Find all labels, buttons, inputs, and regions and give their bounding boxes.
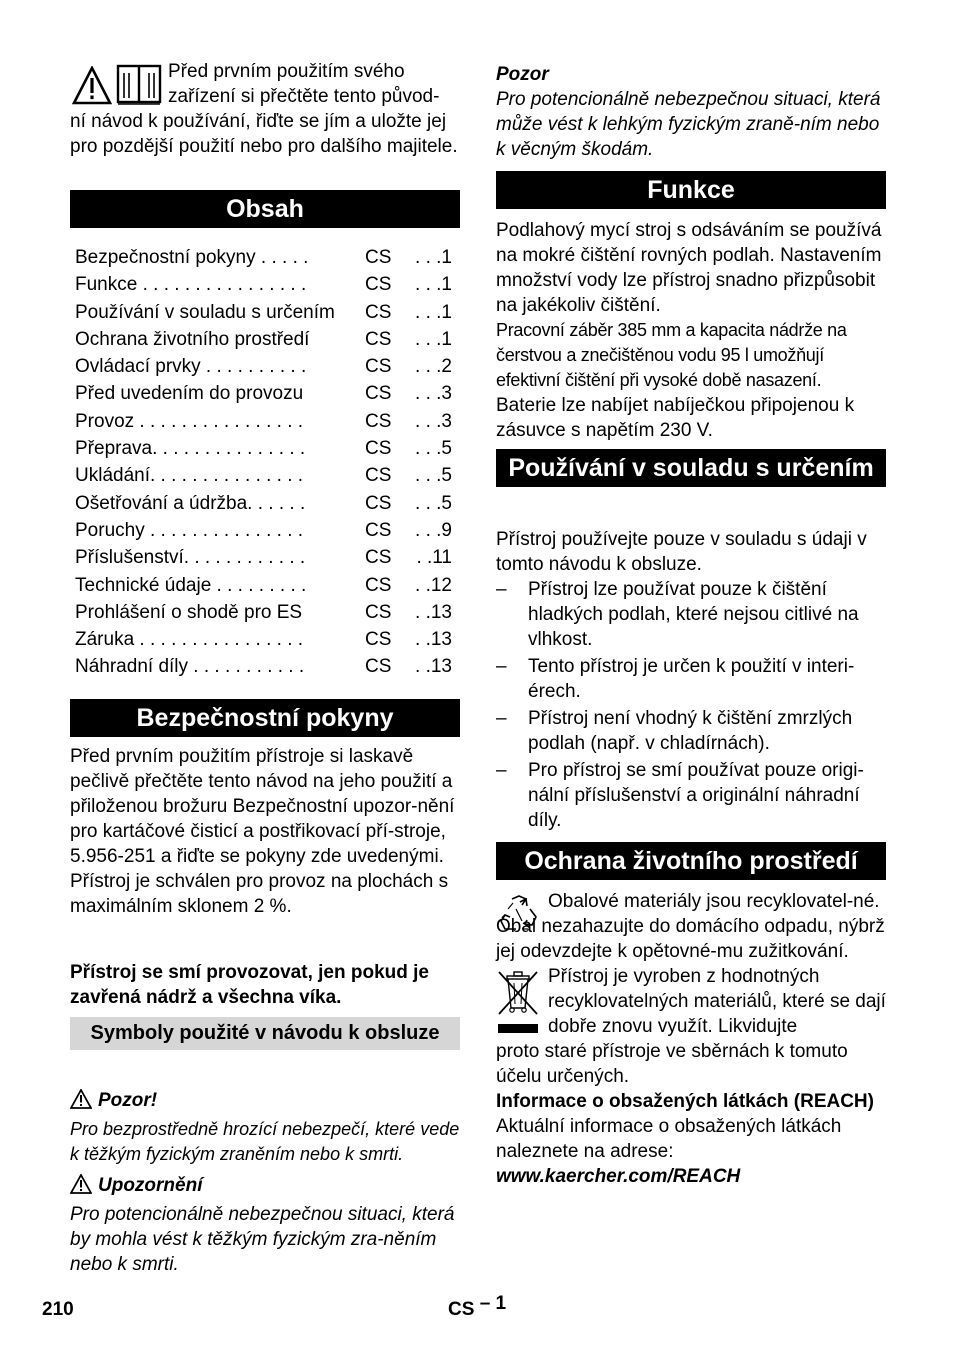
toc-entry-lang: CS	[365, 519, 392, 541]
toc-entry-name: Funkce . . . . . . . . . . . . . . . .	[75, 274, 307, 296]
function-paragraph-2: Pracovní záběr 385 mm a kapacita nádrže na čerstvou a znečištěnou vodu 95 l umožňují efektivní čištění při vysoké době nasazení.	[496, 320, 847, 390]
toc-entry-name: Ošetřování a údržba. . . . . .	[75, 492, 306, 514]
toc-entry-lang: CS	[365, 301, 392, 323]
danger-label: Pozor!	[98, 1090, 158, 1111]
list-item-text: Přístroj není vhodný k čištění zmrzlých podlah (např. v chladírnách).	[528, 708, 853, 754]
toc-entry-name: Náhradní díly . . . . . . . . . . .	[75, 656, 305, 678]
caution-label: Pozor	[496, 64, 549, 85]
intro-text-first: Před prvním použitím svého	[168, 61, 405, 82]
toc-entry-page: . .11	[416, 547, 452, 569]
toc-entry-name: Před uvedením do provozu	[75, 383, 304, 405]
caution-text: Pro potencionálně nebezpečnou situaci, která může vést k lehkým fyzickým zraně-ním nebo k věcným škodám.	[496, 89, 881, 160]
reach-title: Informace o obsažených látkách (REACH)	[496, 1091, 874, 1112]
toc-row[interactable]	[75, 626, 460, 653]
intended-use-intro: Přístroj používejte pouze v souladu s údaji v tomto návodu k obsluze.	[496, 529, 867, 575]
toc-entry-name: Prohlášení o shodě pro ES	[75, 601, 303, 623]
toc-entry-lang: CS	[365, 465, 392, 487]
toc-row[interactable]	[75, 244, 460, 271]
toc-entry-lang: CS	[365, 629, 392, 651]
toc-row[interactable]	[75, 462, 460, 489]
toc-entry-page: . . .9	[415, 519, 452, 541]
danger-triangle-icon	[70, 1089, 92, 1109]
toc-entry-page: . . .1	[415, 301, 452, 323]
toc-entry-lang: CS	[365, 438, 392, 460]
footer-local-page: – 1	[479, 1293, 507, 1314]
toc-entry-lang: CS	[365, 547, 392, 569]
toc-entry-lang: CS	[365, 574, 392, 596]
danger-block	[70, 1088, 460, 1167]
toc-entry-lang: CS	[365, 247, 392, 268]
toc-entry-page: . .13	[415, 656, 452, 678]
toc-entry-page: . .13	[415, 629, 452, 651]
toc-entry-page: . . .1	[415, 328, 452, 350]
reach-link[interactable]: www.kaercher.com/REACH	[496, 1166, 741, 1187]
toc-entry-lang: CS	[365, 656, 392, 678]
toc-entry-page: . .12	[415, 574, 452, 596]
caution-block	[496, 62, 886, 162]
warning-block	[70, 1173, 460, 1277]
toc-entry-page: . . .1	[415, 274, 452, 296]
weee-block	[496, 964, 886, 1089]
function-paragraph-3: Baterie lze nabíjet nabíječkou připojenou k zásuvce s napětím 230 V.	[496, 395, 855, 441]
toc-entry-name: Technické údaje . . . . . . . . .	[75, 574, 307, 596]
toc-row[interactable]	[75, 408, 460, 435]
environment-body	[496, 889, 886, 1189]
toc-entry-lang: CS	[365, 601, 392, 623]
toc-title: Obsah	[70, 190, 460, 228]
warning-text: Pro potencionálně nebezpečnou situaci, která by mohla vést k těžkým fyzickým zra-něním nebo k smrti.	[70, 1204, 455, 1275]
toc-row[interactable]	[75, 299, 460, 326]
toc-row[interactable]	[75, 380, 460, 407]
toc-entry-lang: CS	[365, 410, 392, 432]
toc-entry-page: . . .3	[415, 383, 452, 405]
environment-title: Ochrana životního prostředí	[496, 842, 886, 880]
function-title: Funkce	[496, 171, 886, 209]
intro-text-rest: ní návod k používání, řiďte se jím a uložte jej pro pozdější použití nebo pro dalšího majitele.	[70, 111, 458, 157]
toc-entry-page: . . .5	[415, 465, 452, 487]
list-dash: –	[496, 760, 507, 781]
toc-row[interactable]	[75, 572, 460, 599]
toc-entry-name: Ukládání. . . . . . . . . . . . . . .	[75, 465, 304, 487]
weee-text-first: Přístroj je vyroben z hodnotných recyklovatelných materiálů, které se dají dobře znovu využít. Likvidujte	[548, 966, 886, 1037]
toc-row[interactable]	[75, 544, 460, 571]
toc-entry-lang: CS	[365, 274, 392, 296]
list-item-text: Tento přístroj je určen k použití v interi-érech.	[528, 656, 855, 702]
toc-row[interactable]	[75, 517, 460, 544]
toc-entry-page: . . .5	[415, 492, 452, 514]
toc-entry-name: Záruka . . . . . . . . . . . . . . . .	[75, 629, 304, 651]
intended-use-list	[496, 577, 886, 833]
danger-text: Pro bezprostředně hrozící nebezpečí, které vede k těžkým fyzickým zraněním nebo k smrti.	[70, 1119, 460, 1164]
toc-entry-name: Provoz . . . . . . . . . . . . . . . .	[75, 410, 304, 432]
warning-small-triangle-icon	[70, 1174, 92, 1194]
function-body	[496, 218, 886, 443]
toc-entry-name: Příslušenství. . . . . . . . . . . .	[75, 547, 306, 569]
symbols-title: Symboly použité v návodu k obsluze	[70, 1017, 460, 1050]
recycle-block	[496, 889, 886, 964]
list-dash: –	[496, 708, 507, 729]
intro-icons	[72, 63, 166, 109]
toc-entry-name: Bezpečnostní pokyny . . . . .	[75, 247, 309, 268]
toc-entry-page: . .13	[415, 601, 452, 623]
safety-paragraph-3: Přístroj se smí provozovat, jen pokud je zavřená nádrž a všechna víka.	[70, 962, 429, 1008]
list-item-text: Přístroj lze používat pouze k čištění hladkých podlah, které nejsou citlivé na vlhkost.	[528, 579, 859, 650]
intended-use-title: Používání v souladu s určením	[496, 449, 886, 487]
toc-row[interactable]	[75, 326, 460, 353]
toc-entry-name: Používání v souladu s určením	[75, 301, 335, 323]
safety-paragraph-2: Přístroj je schválen pro provoz na plochách s maximálním sklonem 2 %.	[70, 871, 449, 917]
toc-row[interactable]	[75, 599, 460, 626]
toc-entry-name: Poruchy . . . . . . . . . . . . . . .	[75, 519, 304, 541]
toc-entry-lang: CS	[365, 356, 392, 378]
toc-entry-page: . . .5	[415, 438, 452, 460]
warning-label: Upozornění	[98, 1175, 203, 1196]
intro-block	[70, 59, 460, 159]
reach-text: Aktuální informace o obsažených látkách naleznete na adrese:	[496, 1116, 842, 1162]
manual-book-icon	[116, 64, 162, 106]
page-number: 210	[42, 1299, 74, 1320]
footer-lang: CS	[448, 1299, 475, 1320]
toc-entry-name: Ovládací prvky . . . . . . . . . .	[75, 356, 307, 378]
toc-row[interactable]	[75, 653, 460, 680]
list-item	[496, 706, 886, 756]
toc-entry-page: . . .3	[415, 410, 452, 432]
toc-row[interactable]	[75, 353, 460, 380]
toc-entry-lang: CS	[365, 383, 392, 405]
warning-triangle-icon	[72, 66, 112, 106]
list-item	[496, 654, 886, 704]
table-of-contents	[75, 244, 460, 681]
toc-entry-name: Ochrana životního prostředí	[75, 328, 310, 350]
safety-body	[70, 744, 460, 919]
list-item	[496, 758, 886, 833]
recycle-text: Obalové materiály jsou recyklovatel-né. Obal nezahazujte do domácího odpadu, nýbrž jej odevzdejte k opětovné-mu zužitkování.	[496, 891, 885, 962]
toc-entry-lang: CS	[365, 328, 392, 350]
list-item-text: Pro přístroj se smí používat pouze origi-nální příslušenství a originální náhradní díly.	[528, 760, 864, 831]
toc-entry-page: . . .2	[415, 356, 452, 378]
list-dash: –	[496, 656, 507, 677]
intro-text-second: zařízení si přečtěte tento původ-	[168, 86, 440, 107]
toc-row[interactable]	[75, 271, 460, 298]
toc-row[interactable]	[75, 490, 460, 517]
safety-paragraph-1: Před prvním použitím přístroje si laskavě pečlivě přečtěte tento návod na jeho použití a přiloženou brožuru Bezpečnostní upozor-nění pro kartáčové čisticí a postřikovací pří-stroje, 5.956-251 a řiďte se pokyny zde uvedenými.	[70, 746, 455, 867]
crossed-bin-icon	[496, 968, 540, 1034]
list-item	[496, 577, 886, 652]
toc-entry-name: Přeprava. . . . . . . . . . . . . . .	[75, 438, 306, 460]
list-dash: –	[496, 579, 507, 600]
toc-entry-lang: CS	[365, 492, 392, 514]
weee-text-rest: proto staré přístroje ve sběrnách k tomuto účelu určených.	[496, 1041, 848, 1087]
safety-title: Bezpečnostní pokyny	[70, 699, 460, 737]
function-paragraph-1: Podlahový mycí stroj s odsáváním se používá na mokré čištění rovných podlah. Nastavením množství vody lze přístroj snadno přizpůsobit na jakékoliv čištění.	[496, 220, 882, 316]
toc-row[interactable]	[75, 435, 460, 462]
recycle-icon	[496, 893, 542, 935]
toc-entry-page: . . .1	[415, 247, 452, 268]
intended-use-body	[496, 527, 886, 833]
footer-page-ref	[448, 1293, 507, 1322]
